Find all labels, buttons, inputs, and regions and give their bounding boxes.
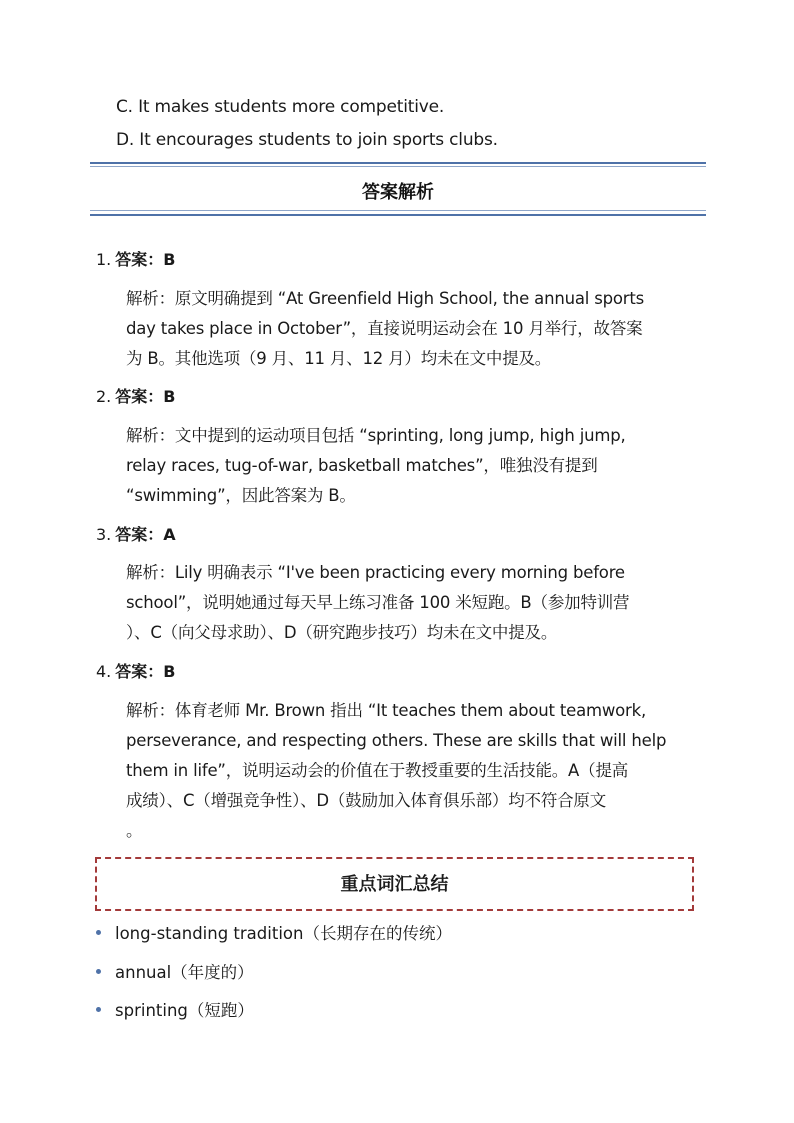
answer-section-title: 答案解析	[362, 182, 434, 203]
vocab-section-header	[95, 857, 694, 911]
explanation-line: day takes place in October”，直接说明运动会在 10 月举行，故答案	[126, 319, 643, 338]
answer-1-heading	[96, 249, 175, 271]
vocab-item	[96, 999, 254, 1023]
answer-4-heading	[96, 661, 175, 683]
answer-2-value: B	[163, 387, 176, 406]
answer-3-value: A	[163, 525, 176, 544]
answer-3-heading	[96, 524, 176, 546]
header-bottom-rule	[90, 214, 706, 216]
explanation-line: ）、C（向父母求助）、D（研究跑步技巧）均未在文中提及。	[126, 623, 558, 642]
explanation-line: 解析：体育老师 Mr. Brown 指出 “It teaches them about teamwork,	[126, 701, 647, 720]
bullet-icon	[96, 969, 101, 974]
vocab-section-title: 重点词汇总结	[340, 874, 449, 895]
explanation-line: 解析：文中提到的运动项目包括 “sprinting, long jump, high jump,	[126, 426, 626, 445]
bullet-icon	[96, 930, 101, 935]
header-top-rule-thin	[90, 166, 706, 167]
explanation-line: 解析：Lily 明确表示 “I've been practicing every morning before	[126, 563, 625, 582]
explanation-line: “swimming”，因此答案为 B。	[126, 486, 356, 505]
vocab-item-text: sprinting（短跑）	[115, 1001, 254, 1020]
answer-3-number: 3.	[96, 525, 112, 544]
answer-section-header	[90, 162, 706, 218]
answer-1-value: B	[163, 250, 176, 269]
answer-4-label: 答案：	[115, 662, 164, 681]
vocab-item	[96, 922, 452, 946]
explanation-line: relay races, tug-of-war, basketball matches”，唯独没有提到	[126, 456, 598, 475]
answer-2-explanation	[126, 421, 696, 511]
answer-3-label: 答案：	[115, 525, 164, 544]
explanation-line: them in life”，说明运动会的价值在于教授重要的生活技能。A（提高	[126, 761, 629, 780]
answer-2-label: 答案：	[115, 387, 164, 406]
answer-4-number: 4.	[96, 662, 112, 681]
option-d: D. It encourages students to join sports clubs.	[116, 130, 498, 150]
answer-2-heading	[96, 386, 175, 408]
explanation-line: 为 B。其他选项（9 月、11 月、12 月）均未在文中提及。	[126, 349, 552, 368]
explanation-line: 。	[126, 821, 143, 840]
answer-1-label: 答案：	[115, 250, 164, 269]
vocab-item	[96, 961, 254, 985]
explanation-line: 解析：原文明确提到 “At Greenfield High School, the annual sports	[126, 289, 645, 308]
explanation-line: school”，说明她通过每天早上练习准备 100 米短跑。B（参加特训营	[126, 593, 630, 612]
answer-1-number: 1.	[96, 250, 112, 269]
explanation-line: 成绩）、C（增强竞争性）、D（鼓励加入体育俱乐部）均不符合原文	[126, 791, 607, 810]
bullet-icon	[96, 1007, 101, 1012]
answer-2-number: 2.	[96, 387, 112, 406]
explanation-line: perseverance, and respecting others. These are skills that will help	[126, 731, 667, 750]
header-bottom-rule-thin	[90, 210, 706, 211]
answer-1-explanation	[126, 284, 696, 374]
answer-4-value: B	[163, 662, 176, 681]
vocab-item-text: annual（年度的）	[115, 963, 254, 982]
answer-3-explanation	[126, 558, 696, 648]
option-c: C. It makes students more competitive.	[116, 97, 445, 117]
header-top-rule	[90, 162, 706, 164]
vocab-item-text: long-standing tradition（长期存在的传统）	[115, 924, 452, 943]
answer-4-explanation	[126, 696, 696, 846]
